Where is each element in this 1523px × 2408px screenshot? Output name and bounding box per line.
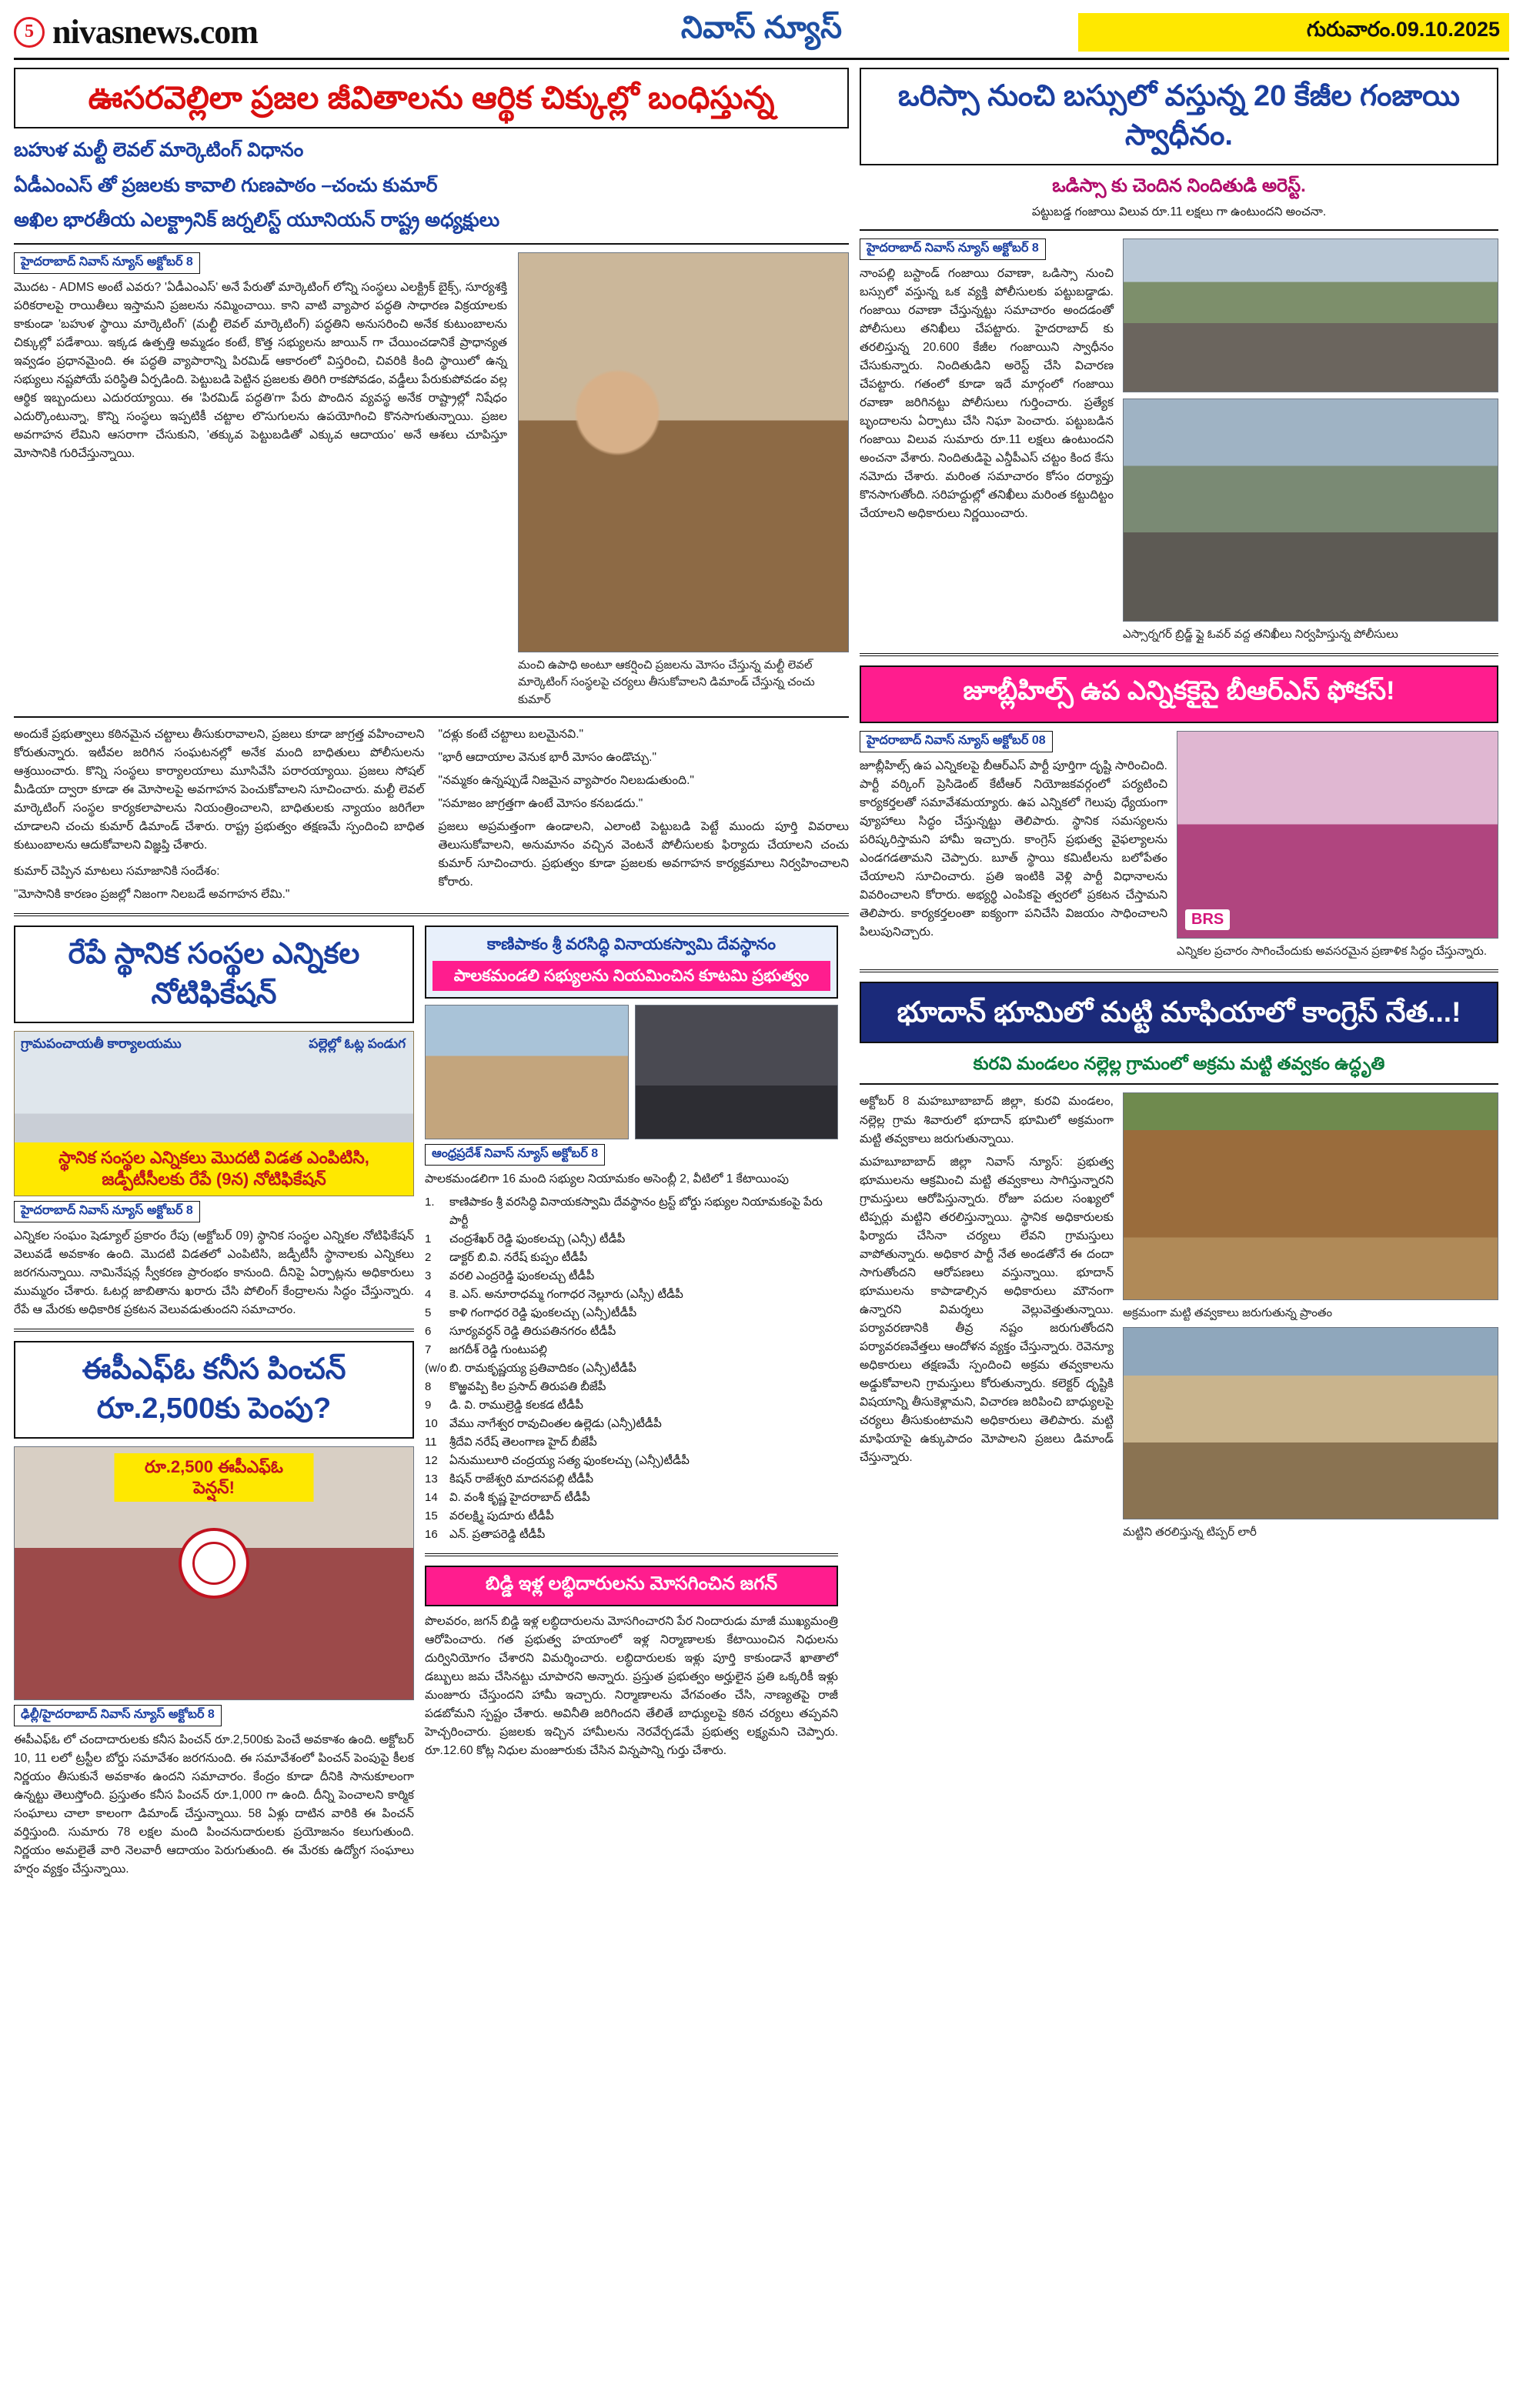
list-number: 2 bbox=[425, 1251, 432, 1265]
list-number: 1. bbox=[425, 1196, 435, 1209]
lead-quote-5: "సమాజం జాగ్రత్తగా ఉంటే మోసం కనబడదు." bbox=[438, 797, 643, 811]
bhudan-subhead: కురవి మండలం నల్లెల్ల గ్రామంలో అక్రమ మట్టి తవ్వకం ఉద్ధృతి bbox=[973, 1053, 1385, 1074]
epf-poster-text: రూ.2,500 ఈపీఎఫ్ఓ పెన్షన్! bbox=[115, 1453, 314, 1502]
elections-byline: హైదరాబాద్ నివాస్ న్యూస్ అక్టోబర్ 8 bbox=[14, 1201, 200, 1222]
lead-body-col2: అందుకే ప్రభుత్వాలు కఠినమైన చట్టాలు తీసుకురావాలని, ప్రజలు కూడా జాగ్రత్త వహించాలని కోరుతున్నారు. ఇటీవల జరిగిన సంఘటనల్లో అనేక మంది బాధితులు పోలీసులను ఆశ్రయించారు. కొన్ని సంస్థలు కార్యాలయాలు మూసివేసి పరారయ్యాయి. ప్రజలు సోషల్ మీడియా ద్వారా కూడా ఈ మోసాలపై అవగాహన పెంచుకోవాలని సూచించారు. మల్టీ లెవల్ మార్కెటింగ్ సంస్థల కార్యకలాపాలను నియంత్రించాలని, బాధితులకు న్యాయం జరిగేలా చూడాలని చంచు కుమార్ డిమాండ్ చేశారు. రాష్ట్ర ప్రభుత్వం తక్షణమే స్పందించి బాధిత కుటుంబాలను ఆదుకోవాలని విజ్ఞప్తి చేశారు. bbox=[14, 728, 425, 852]
poster-strip-text: స్థానిక సంస్థల ఎన్నికలు మొదటి విడత ఎంపిటిసి, జడ్పీటీసీలకు రేపే (9న) నోటిఫికేషన్ bbox=[15, 1142, 413, 1196]
lead-subhead-3: అఖిల భారతీయ ఎలక్ట్రానిక్ జర్నలిస్ట్ యూనియన్ రాష్ట్ర అధ్యక్షులు bbox=[14, 209, 500, 232]
list-number: 6 bbox=[425, 1325, 432, 1339]
ganja-text-block bbox=[860, 238, 1114, 644]
temple-headline-2: పాలకమండలి సభ్యులను నియమించిన కూటమి ప్రభుత్వం bbox=[433, 961, 830, 991]
list-number: 11 bbox=[425, 1436, 437, 1449]
temple-note: పాలకమండలిగా 16 మంది సభ్యుల నియామకం అసెంబ్లీ 2, వీటిలో 1 కేటాయింపు bbox=[425, 1172, 789, 1186]
lead-closing: ప్రజలు అప్రమత్తంగా ఉండాలని, ఎలాంటి పెట్టుబడి పెట్టే ముందు పూర్తి వివరాలు తెలుసుకోవాలని, అనుమానం వచ్చిన వెంటనే పోలీసులకు ఫిర్యాదు చేయాలని చంచు కుమార్ సూచించారు. ప్రభుత్వం కూడా ప్రజలకు అవగాహన కార్యక్రమాలు నిర్వహించాలని కోరారు. bbox=[438, 820, 849, 889]
divider bbox=[14, 243, 849, 245]
epf-photo bbox=[14, 1446, 414, 1700]
member-name: ఎన్. ప్రతాపరెడ్డి టీడీపీ bbox=[449, 1528, 546, 1542]
ganja-police-photo bbox=[1123, 399, 1498, 622]
lead-photo bbox=[518, 252, 849, 652]
list-item bbox=[425, 1507, 838, 1526]
jubilee-article bbox=[860, 731, 1498, 961]
ganja-article bbox=[860, 238, 1498, 644]
member-name: శ్రీదేవి నరేష్ తెలంగాణ హైద్ బీజేపీ bbox=[449, 1436, 597, 1449]
lead-subhead-1: బహుళ మల్టీ లెవల్ మార్కెటింగ్ విధానం bbox=[14, 139, 304, 162]
ganja-subhead: ఒడిస్సా కు చెందిన నిందితుడి అరెస్ట్. bbox=[1052, 175, 1306, 196]
list-item bbox=[425, 1230, 838, 1249]
jubilee-text-block bbox=[860, 731, 1167, 961]
member-name: చంద్రశేఖర్ రెడ్డి ఫుంకలచ్చు (ఎన్సీ) టీడీపీ bbox=[449, 1232, 626, 1246]
list-item bbox=[425, 1193, 838, 1230]
lead-continuation bbox=[14, 725, 849, 904]
bhudan-photo-wrap bbox=[1123, 1092, 1498, 1541]
ganja-bus-photo bbox=[1123, 238, 1498, 392]
elections-headline-box bbox=[14, 926, 414, 1023]
divider bbox=[860, 1083, 1498, 1085]
epf-byline: ఢిల్లీ/హైదరాబాద్ నివాస్ న్యూస్ అక్టోబర్ 8 bbox=[14, 1705, 222, 1726]
bhudan-photo1-caption: అక్రమంగా మట్టి తవ్వకాలు జరుగుతున్న ప్రాంతం bbox=[1123, 1306, 1333, 1320]
masthead-title: నివాస్ న్యూస్ bbox=[680, 11, 843, 45]
page-columns bbox=[14, 68, 1509, 1879]
ktr-photo bbox=[1177, 731, 1498, 939]
list-number: 15 bbox=[425, 1509, 438, 1523]
epf-body: ఈపీఎఫ్ఓ లో చందాదారులకు కనీస పించన్ రూ.2,500కు పెంచే అవకాశం ఉంది. అక్టోబర్ 10, 11 లలో ట్రస్టీల బోర్డు సమావేశం జరగనుంది. ఈ సమావేశంలో పించన్ పెంపుపై కీలక నిర్ణయం తీసుకునే అవకాశం ఉందని సమాచారం. కేంద్రం కూడా దీనికి సానుకూలంగా ఉన్నట్టు తెలుస్తోంది. ప్రస్తుతం కనీస పించన్ రూ.1,000 గా ఉంది. దీన్ని పెంచాలని కార్మిక సంఘాలు చాలా కాలంగా డిమాండ్ చేస్తున్నాయి. 58 ఏళ్లు దాటిన వారికి ఈ పించన్ వర్తిస్తుంది. సుమారు 78 లక్షల మంది పించనుదారులకు ప్రయోజనం కలుగుతుంది. నిర్ణయం అమలైతే వారి నెలవారీ ఆదాయం పెరుగుతుంది. ఈ మేరకు ఉద్యోగ సంఘాలు హర్షం వ్యక్తం చేస్తున్నాయి. bbox=[14, 1733, 414, 1876]
member-name: కాళి గంగాధర రెడ్డి ఫుంకలచ్చు (ఎన్సీ)టీడీపీ bbox=[449, 1306, 637, 1320]
list-number: 13 bbox=[425, 1472, 438, 1486]
bhudan-byline: అక్టోబర్ 8 మహబూబాబాద్ జిల్లా, కురవి మండలం, నల్లెల్ల గ్రామ శివారులో భూదాన్ భూమిలో అక్రమంగా మట్టి తవ్వకాలు జరుగుతున్నాయి. bbox=[860, 1095, 1114, 1146]
divider bbox=[14, 913, 849, 916]
masthead-left bbox=[14, 12, 445, 52]
member-name: కాణిపాకం శ్రీ వరసిద్ధి వినాయకస్వామి దేవస్థానం ట్రస్ట్ బోర్డు సభ్యుల నియామకంపై పేరు పార్టీ bbox=[449, 1196, 823, 1228]
ganja-subhead-2: పట్టుబడ్డ గంజాయి విలువ రూ.11 లక్షలు గా ఉంటుందని అంచనా. bbox=[1031, 205, 1327, 219]
temple-headline-1: కాణిపాకం శ్రీ వరసిద్ధి వినాయకస్వామి దేవస్థానం bbox=[486, 936, 777, 954]
list-number: 7 bbox=[425, 1343, 432, 1357]
list-number: 4 bbox=[425, 1288, 432, 1302]
temple-jagan-column bbox=[425, 926, 838, 1760]
list-number: 16 bbox=[425, 1528, 438, 1542]
list-item bbox=[425, 1304, 838, 1322]
lead-article bbox=[14, 252, 849, 709]
list-item bbox=[425, 1267, 838, 1286]
divider bbox=[860, 969, 1498, 972]
member-name: బి. రామకృష్ణయ్య ప్రతివాదికం (ఎన్సీ)టీడీపీ bbox=[449, 1362, 636, 1376]
bhudan-soil-photo bbox=[1123, 1092, 1498, 1300]
shiva-idol-photo bbox=[635, 1005, 839, 1139]
bhudan-banner: భూదాన్ భూమిలో మట్టి మాఫియాలో కాంగ్రెస్ నేత...! bbox=[860, 982, 1498, 1043]
lead-quote-2: "దళ్లు కంటే చట్టాలు బలమైనవి." bbox=[438, 728, 584, 742]
member-name: కె. ఎస్. అనూరాధమ్మ గంగాధర నెల్లూరు (ఎస్సీ) టీడీపీ bbox=[449, 1288, 683, 1302]
list-item bbox=[425, 1322, 838, 1341]
ganja-headline: ఒరిస్సా నుంచి బస్సులో వస్తున్న 20 కేజీల గంజాయి స్వాధీనం. bbox=[897, 80, 1461, 152]
jubilee-byline: హైదరాబాద్ నివాస్ న్యూస్ అక్టోబర్ 08 bbox=[860, 731, 1053, 752]
list-number: 14 bbox=[425, 1491, 438, 1505]
lower-left-grid bbox=[14, 926, 849, 1878]
jubilee-body: జూబ్లీహిల్స్ ఉప ఎన్నికలపై బీఆర్ఎస్ పార్టీ పూర్తిగా దృష్టి సారించింది. పార్టీ వర్కింగ్ ప్రెసిడెంట్ కేటీఆర్ నియోజకవర్గంలో పర్యటించి కార్యకర్తలతో సమావేశమయ్యారు. ఉప ఎన్నికలో గెలుపు ధ్యేయంగా వ్యూహాలు సిద్ధం చేస్తున్నట్టు తెలిపారు. స్థానిక సమస్యలను పరిష్కరిస్తామని హామీ ఇచ్చారు. కాంగ్రెస్ ప్రభుత్వ వైఫల్యాలను ఎండగడతామని చెప్పారు. బూత్ స్థాయి కమిటీలను బలోపేతం చేయాలని సూచించారు. ప్రతి ఇంటికి వెళ్లి పార్టీ విధానాలను వివరించాలని కోరారు. అభ్యర్థి ఎంపికపై త్వరలో ప్రకటన చేస్తామని తెలిపారు. కార్యకర్తలంతా ఐక్యంగా పనిచేసి విజయం సాధించాలని పిలుపునిచ్చారు. bbox=[860, 759, 1167, 939]
list-number: (w/o bbox=[425, 1362, 447, 1376]
lead-photo-wrap bbox=[518, 252, 849, 709]
member-name: డి. వి. రాముల్రెడ్డి కలకడ టీడీపీ bbox=[449, 1399, 583, 1412]
member-name: డాక్టర్ బి.వి. నరేష్ కుప్పం టీడీపీ bbox=[449, 1251, 588, 1265]
list-number: 8 bbox=[425, 1380, 432, 1394]
bhudan-truck-photo bbox=[1123, 1327, 1498, 1519]
bhudan-photo2-caption: మట్టిని తరలిస్తున్న టిప్పర్ లారీ bbox=[1123, 1525, 1257, 1539]
epfo-logo-icon bbox=[179, 1528, 249, 1599]
divider bbox=[860, 229, 1498, 231]
lead-byline: హైదరాబాద్ నివాస్ న్యూస్ అక్టోబర్ 8 bbox=[14, 252, 200, 274]
list-item bbox=[425, 1396, 838, 1415]
epf-headline-2: రూ.2,500కు పెంపు? bbox=[96, 1392, 332, 1426]
jubilee-photo-wrap bbox=[1177, 731, 1498, 961]
list-item bbox=[425, 1415, 838, 1433]
list-number: 5 bbox=[425, 1306, 432, 1320]
bhudan-text-block bbox=[860, 1092, 1114, 1541]
member-name: వేము నాగేశ్వర రావుచింతల ఉల్లెడు (ఎన్సీ)టీడీపీ bbox=[449, 1417, 662, 1431]
member-name: కిషన్ రాజేశ్వరి మాదనపల్లి టీడీపీ bbox=[449, 1472, 594, 1486]
bhudan-body: మహబూబాబాద్ జిల్లా నివాస్ న్యూస్: ప్రభుత్వ భూములను ఆక్రమించి మట్టి తవ్వకాలు సాగిస్తున్నారని గ్రామస్తులు ఆరోపిస్తున్నారు. రోజూ పదుల సంఖ్యలో టిప్పర్లు మట్టిని తరలిస్తున్నాయి. స్థానిక అధికారులకు ఫిర్యాదు చేసినా చర్యలు లేవని గ్రామస్తులు వాపోతున్నారు. అధికార పార్టీ నేత అండతోనే ఈ దందా సాగుతోందని ఆరోపణలు వస్తున్నాయి. భూదాన్ భూములను కాపాడాల్సిన అధికారులు మౌనంగా ఉన్నారని విమర్శలు వెల్లువెత్తుతున్నాయి. పర్యావరణానికి తీవ్ర నష్టం జరుగుతోందని పర్యావరణవేత్తలు ఆందోళన వ్యక్తం చేస్తున్నారు. రెవెన్యూ అధికారులు తక్షణమే స్పందించి అక్రమ తవ్వకాలను అడ్డుకోవాలని గ్రామస్తులు కోరుతున్నారు. కలెక్టర్ దృష్టికి విషయాన్ని తీసుకెళ్లామని, విచారణ జరిపించి బాధ్యులపై చర్యలు తీసుకుంటామని అధికారులు తెలిపారు. మట్టి మాఫియాపై ఉక్కుపాదం మోపాలని ప్రజలు డిమాండ్ చేస్తున్నారు. bbox=[860, 1155, 1114, 1464]
list-number: 3 bbox=[425, 1269, 432, 1283]
jagan-body: పొలవరం, జగన్ బిడ్డి ఇళ్ల లబ్ధిదారులను మోసగించారని పేర నిందారుడు మాజీ ముఖ్యమంత్రి ఆరోపించారు. గత ప్రభుత్వ హయాంలో ఇళ్ల నిర్మాణాలకు కేటాయించిన నిధులను దుర్వినియోగం చేశారని విమర్శించారు. లబ్ధిదారులకు ఇళ్లు పూర్తి కాకుండానే ఖాతాలో డబ్బులు జమ చేసినట్టు చూపారని అన్నారు. ప్రస్తుత ప్రభుత్వం అర్హులైన ప్రతి ఒక్కరికీ ఇళ్లు మంజూరు చేస్తుందని హామీ ఇచ్చారు. నిర్మాణాలను వేగవంతం చేసి, నాణ్యతపై రాజీ పడబోమని స్పష్టం చేశారు. అవినీతి జరిగిందని తేలితే బాధ్యులపై కఠిన చర్యలు తప్పవని హెచ్చరించారు. ప్రజలకు ఇచ్చిన హామీలను నెరవేర్చడమే ప్రభుత్వ లక్ష్యమని చెప్పారు. రూ.12.60 కోట్ల నిధుల మంజూరుకు చేసిన విన్నపాన్ని గుర్తు చేశారు. bbox=[425, 1615, 838, 1758]
elections-headline: రేపే స్థానిక సంస్థల ఎన్నికల నోటిఫికేషన్ bbox=[68, 938, 360, 1010]
temple-photo-row bbox=[425, 1005, 838, 1139]
list-item bbox=[425, 1249, 838, 1267]
member-name: సూర్యవర్ధన్ రెడ్డి తిరుపతినగరం టీడీపీ bbox=[449, 1325, 616, 1339]
list-item bbox=[425, 1452, 838, 1470]
list-item bbox=[425, 1489, 838, 1507]
lead-body-col1: మెుదట - ADMS అంటే ఎవరు? 'ఏడీఎంఎస్' అనే పేరుతో మార్కెటింగ్ లోన్ని సంస్థలు ఎలక్ట్రిక్ బైక్స్, సూర్యశక్తి పరికరాలపై రాయితీలు ఇస్తామని ప్రజలను నమ్మించాయి. కాని వాటి వ్యాపార పద్ధతి సాధారణ విక్రయాలకు కాకుండా 'బహుళ స్థాయి మార్కెటింగ్' (మల్టీ లెవల్ మార్కెటింగ్) పద్ధతిని అనుసరించి అనేక కుటుంబాలను చిక్కుల్లో పడేశాయి. ఇక్కడ ఉత్పత్తి అమ్మడం కంటే, కొత్త సభ్యులను జాయిన్ గా చేయించడానికే ప్రాధాన్యత ఇవ్వడం ప్రధానమైంది. ఈ పద్ధతి వ్యాపారాన్ని పిరమిడ్ ఆకారంలో విస్తరించి, చివరికి కింది స్థాయిలో ఉన్న సభ్యులు నష్టపోయే పరిస్థితి ఏర్పడింది. పెట్టుబడి పెట్టిన ప్రజలకు తిరిగి రాకపోవడం, వడ్డీలు పేరుకుపోవడం వల్ల ఆర్థిక ఇబ్బందులు ఎదురయ్యాయి. ఈ 'పిరమిడ్ పద్ధతి'గా పేరు పొందిన వ్యవస్థ అనేక రాష్ట్రాల్లో నిషేధం ఎదుర్కొంటున్నా, కొన్ని సంస్థలు ఇప్పటికీ చట్టాల లొసుగులను ఉపయోగించి కొనసాగుతున్నాయి. ప్రజల అవగాహన లేమిని ఆసరాగా చేసుకుని, 'తక్కువ పెట్టుబడితో ఎక్కువ ఆదాయం' అనే ఆశలు చూపిస్తూ మోసానికి గురిచేస్తున్నాయి. bbox=[14, 280, 507, 460]
list-item bbox=[425, 1359, 838, 1378]
lead-headline-box bbox=[14, 68, 849, 128]
site-name[interactable]: nivasnews.com bbox=[52, 13, 258, 51]
elections-poster bbox=[14, 1031, 414, 1196]
list-number: 9 bbox=[425, 1399, 432, 1412]
list-number: 12 bbox=[425, 1454, 438, 1468]
temple-headline-box bbox=[425, 926, 838, 999]
left-column bbox=[14, 68, 849, 1879]
jubilee-banner: జూబ్లీహిల్స్ ఉప ఎన్నికకైపై బీఆర్ఎస్ ఫోకస్! bbox=[860, 665, 1498, 723]
poster-festival-label: పల్లెల్లో ఓట్ల పండుగ bbox=[309, 1036, 406, 1052]
elections-epf-column bbox=[14, 926, 414, 1878]
divider bbox=[14, 1329, 414, 1332]
elections-body: ఎన్నికల సంఘం షెడ్యూల్ ప్రకారం రేపు (అక్టోబర్ 09) స్థానిక సంస్థల ఎన్నికల నోటిఫికేషన్ వెలువడే అవకాశం ఉంది. మొదటి విడతలో ఎంపిటిసి, జడ్పీటీసీ స్థానాలకు ఎన్నికలు జరగనున్నాయి. నామినేషన్ల స్వీకరణ ప్రారంభం కానుంది. దీనిపై ఏర్పాట్లను అధికారులు ముమ్మరం చేశారు. ఓటర్ల జాబితాను ఖరారు చేసి పోలింగ్ కేంద్రాలను సిద్ధం చేస్తున్నారు. రేపే ఆ మేరకు అధికారిక ప్రకటన వెలువడుతుందని సమాచారం. bbox=[14, 1229, 414, 1317]
ganja-photo-wrap bbox=[1123, 238, 1498, 644]
list-item bbox=[425, 1433, 838, 1452]
ganja-headline-box bbox=[860, 68, 1498, 165]
member-name: వి. వంశీ కృష్ణ హైదరాబాద్ టీడీపీ bbox=[449, 1491, 590, 1505]
member-name: వరలక్ష్మి పుదూరు టీడీపీ bbox=[449, 1509, 554, 1523]
ganja-byline: హైదరాబాద్ నివాస్ న్యూస్ అక్టోబర్ 8 bbox=[860, 238, 1046, 260]
masthead-date: గురువారం.09.10.2025 bbox=[1078, 13, 1509, 52]
epf-headline-box bbox=[14, 1341, 414, 1439]
temple-byline: ఆంధ్రప్రదేశ్ నివాస్ న్యూస్ అక్టోబర్ 8 bbox=[425, 1144, 605, 1166]
member-name: జగదీశ్ రెడ్డి గుంటుపల్లి bbox=[449, 1343, 547, 1357]
list-item bbox=[425, 1286, 838, 1304]
lead-quote-4: "నమ్మకం ఉన్నప్పుడే నిజమైన వ్యాపారం నిలబడుతుంది." bbox=[438, 774, 694, 788]
list-item bbox=[425, 1470, 838, 1489]
list-number: 1 bbox=[425, 1232, 432, 1246]
lead-quote-3: "భారీ ఆదాయాల వెనుక భారీ మోసం ఉండొచ్చు." bbox=[438, 751, 656, 765]
ganja-photo-caption: ఎస్సార్నగర్ బ్రిడ్జ్ ఫ్లై ఓవర్ వద్ద తనిఖీలు నిర్వహిస్తున్న పోలీసులు bbox=[1123, 628, 1398, 642]
temple-photo bbox=[425, 1005, 629, 1139]
jubilee-photo-caption: ఎన్నికల ప్రచారం సాగించేందుకు అవసరమైన ప్రణాళిక సిద్ధం చేస్తున్నారు. bbox=[1177, 944, 1488, 958]
list-number: 10 bbox=[425, 1417, 438, 1431]
member-name: వరలి ఎంద్రరెడ్డి ఫుంకలచ్చు టీడీపీ bbox=[449, 1269, 595, 1283]
temple-member-list bbox=[425, 1193, 838, 1544]
member-name: ఏనుములూరి చంద్రయ్య సత్య ఫుంకలచ్చు (ఎన్సీ)టీడీపీ bbox=[449, 1454, 690, 1468]
lead-subhead-2: ఏడీఎంఎస్ తో ప్రజలకు కావాలి గుణపాఠం –చంచు కుమార్ bbox=[14, 174, 438, 196]
lead-quotes-intro: కుమార్ చెప్పిన మాటలు సమాజానికి సందేశం: bbox=[14, 865, 220, 879]
ganja-body: నాంపల్లి బస్టాండ్ గంజాయి రవాణా, ఒడిస్సా నుంచి బస్సులో వస్తున్న ఒక వ్యక్తి పోలీసులకు పట్టుబడ్డాడు. గంజాయి రవాణా చేస్తున్నట్టు సమాచారం అందడంతో పోలీసులు తనిఖీలు చేపట్టారు. హైదరాబాద్ కు తరలిస్తున్న 20.600 కేజీల గంజాయిని స్వాధీనం చేసుకున్నారు. నిందితుడిని అరెస్ట్ చేసి విచారణ చేపట్టారు. గతంలో కూడా ఇదే మార్గంలో గంజాయి రవాణా జరిగినట్టు పోలీసులు గుర్తించారు. ప్రత్యేక బృందాలను ఏర్పాటు చేసి నిఘా పెంచారు. పట్టుబడిన గంజాయి విలువ సుమారు రూ.11 లక్షలు ఉంటుందని అంచనా వేశారు. నిందితుడిపై ఎన్డీపీఎస్ చట్టం కింద కేసు నమోదు చేశారు. మరింత సమాచారం కోసం దర్యాప్తు కొనసాగుతోంది. సరిహద్దుల్లో తనిఖీలు మరింత కట్టుదిట్టం చేయాలని అధికారులు నిర్ణయించారు. bbox=[860, 267, 1114, 521]
right-column bbox=[860, 68, 1498, 1541]
masthead bbox=[14, 11, 1509, 60]
lead-text-block bbox=[14, 252, 507, 709]
divider bbox=[860, 653, 1498, 656]
list-item bbox=[425, 1526, 838, 1544]
bhudan-article bbox=[860, 1092, 1498, 1541]
list-item bbox=[425, 1378, 838, 1396]
epf-headline-1: ఈపీఎఫ్ఓ కనీస పించన్ bbox=[82, 1353, 346, 1386]
page-number-badge: 5 bbox=[14, 17, 45, 48]
jagan-headline: బిడ్డి ఇళ్ల లబ్ధిదారులను మోసగించిన జగన్ bbox=[425, 1566, 838, 1606]
member-name: కొఱ్ఱవప్పి కిల ప్రసాద్ తిరుపతి బీజేపీ bbox=[449, 1380, 606, 1394]
poster-office-label: గ్రామపంచాయతీ కార్యాలయము bbox=[21, 1036, 182, 1052]
lead-headline: ఊసరవెల్లిలా ప్రజల జీవితాలను ఆర్థిక చిక్కుల్లో బంధిస్తున్న bbox=[88, 80, 775, 115]
list-item bbox=[425, 1341, 838, 1359]
lead-quote-1: "మోసానికి కారణం ప్రజల్లో నిజంగా నిలబడే అవగాహన లేమి." bbox=[14, 888, 290, 902]
lead-photo-caption: మంచి ఉపాధి అంటూ ఆకర్షించి ప్రజలను మోసం చేస్తున్న మల్టీ లెవల్ మార్కెటింగ్ సంస్థలపై చర్యలు తీసుకోవాలని డిమాండ్ చేస్తున్న చంచు కుమార్ bbox=[518, 658, 815, 706]
divider bbox=[425, 1553, 838, 1556]
brs-logo-icon: BRS bbox=[1185, 909, 1230, 930]
divider bbox=[14, 716, 849, 718]
